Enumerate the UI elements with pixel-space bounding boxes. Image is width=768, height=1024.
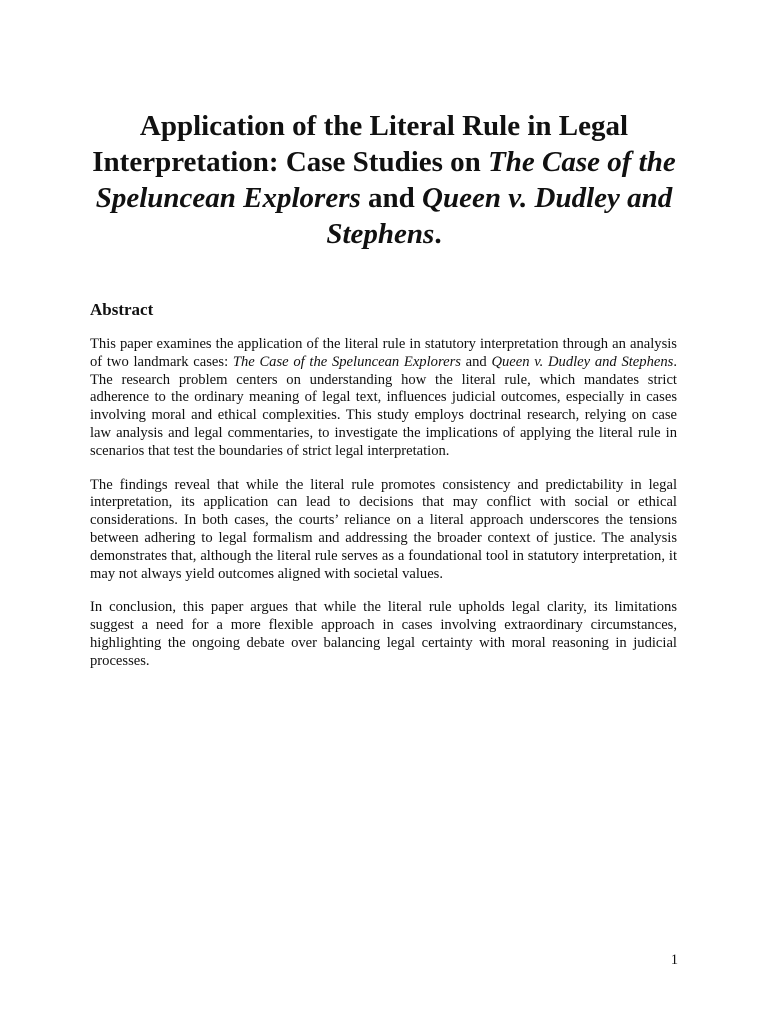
abstract-paragraph-3: In conclusion, this paper argues that while the literal rule upholds legal clarity, its limitations suggest a need for a more flexible approach in cases involving extraordinary circumstances, highlighting the ongoing debate over balancing legal certainty with moral reasoning in judicial processes. [90,599,677,669]
abstract-paragraph-2: The findings reveal that while the literal rule promotes consistency and predictability in legal interpretation, its application can lead to decisions that may conflict with social or ethical considerations. In both cases, the courts’ reliance on a literal approach underscores the tensions between adhering to legal formalism and addressing the broader context of justice. The analysis demonstrates that, although the literal rule serves as a foundational tool in statutory interpretation, it may not always yield outcomes aligned with societal values. [90,476,677,582]
page-number: 1 [670,952,678,968]
title-period: . [434,218,442,250]
p1-case-dudley: Queen v. Dudley and Stephens [491,353,674,370]
abstract-paragraph-1 [90,336,677,461]
title-case-dudley: Queen v. Dudley and Stephens [326,182,673,250]
p1-case-speluncean: The Case of the Speluncean Explorers [232,353,461,370]
abstract-heading: Abstract [90,300,154,319]
title-conjunction: and [360,182,423,214]
title-case-speluncean: The Case of the Speluncean Explorers [95,146,676,214]
p1-text-a: This paper examines the application of the literal rule in statutory interpretation through an analysis of two landmark cases: [90,336,677,370]
p1-text-b: and [460,353,492,370]
title-text: Application of the Literal Rule in Legal Interpretation: Case Studies on [92,110,629,178]
p1-text-c: . The research problem centers on understanding how the literal rule, which mandates strict adherence to the ordinary meaning of legal text, influences judicial outcomes, especially in cases involving moral and ethical complexities. This study employs doctrinal research, relying on case law analysis and legal commentaries, to investigate the implications of applying the literal rule in scenarios that test the boundaries of strict legal interpretation. [90,353,677,459]
abstract-body [90,336,677,687]
paper-title [90,108,678,252]
